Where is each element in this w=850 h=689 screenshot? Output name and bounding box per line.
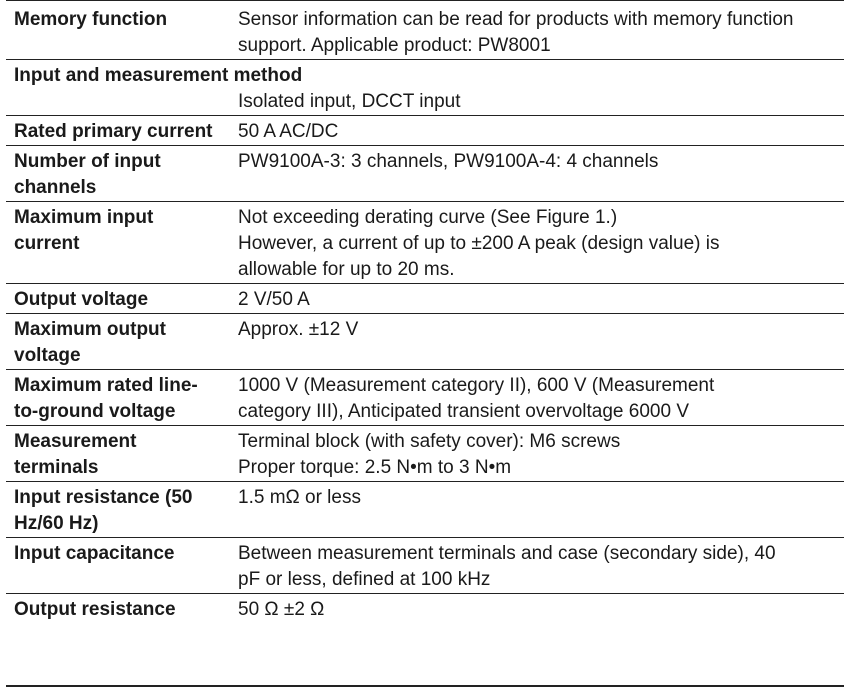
table-row bbox=[6, 89, 844, 116]
row-label: Output voltage bbox=[6, 284, 222, 314]
row-value: 1000 V (Measurement category II), 600 V (Measurement category III), Anticipated transient overvoltage 6000 V bbox=[222, 370, 844, 426]
row-label: Maximum output voltage bbox=[6, 314, 222, 370]
spec-table bbox=[6, 0, 844, 623]
row-label: Output resistance bbox=[6, 594, 222, 624]
table-row bbox=[6, 284, 844, 314]
row-label: Memory function bbox=[14, 9, 168, 30]
row-label: Maximum rated line-to-ground voltage bbox=[6, 370, 222, 426]
row-label: Number of input channels bbox=[6, 146, 222, 202]
row-value: 1.5 mΩ or less bbox=[222, 482, 844, 538]
table-row bbox=[6, 314, 844, 370]
row-value: Between measurement terminals and case (secondary side), 40 pF or less, defined at 100 kHz bbox=[222, 538, 844, 594]
row-label bbox=[6, 89, 222, 116]
row-value: PW9100A-3: 3 channels, PW9100A-4: 4 channels bbox=[222, 146, 844, 202]
table-row bbox=[6, 202, 844, 284]
section-title: Input and measurement method bbox=[6, 60, 844, 90]
table-row bbox=[6, 426, 844, 482]
table-row bbox=[6, 594, 844, 624]
row-value: 2 V/50 A bbox=[222, 284, 844, 314]
row-value: 50 A AC/DC bbox=[222, 116, 844, 146]
table-bottom-border bbox=[6, 685, 844, 687]
table-row bbox=[6, 482, 844, 538]
row-value: Sensor information can be read for products with memory function support. Applicable product: PW8001 bbox=[238, 9, 794, 56]
row-value: Approx. ±12 V bbox=[222, 314, 844, 370]
row-value: 50 Ω ±2 Ω bbox=[222, 594, 844, 624]
row-value: Isolated input, DCCT input bbox=[238, 91, 461, 112]
table-row bbox=[6, 116, 844, 146]
table-row bbox=[6, 538, 844, 594]
row-label: Input resistance (50 Hz/60 Hz) bbox=[6, 482, 222, 538]
row-label: Maximum input current bbox=[6, 202, 222, 284]
section-header-row bbox=[6, 60, 844, 90]
row-label: Rated primary current bbox=[6, 116, 222, 146]
row-label: Input capacitance bbox=[6, 538, 222, 594]
table-row bbox=[6, 370, 844, 426]
table-row bbox=[6, 146, 844, 202]
table-row bbox=[6, 0, 844, 60]
row-label: Measurement terminals bbox=[6, 426, 222, 482]
row-value: Not exceeding derating curve (See Figure 1.) However, a current of up to ±200 A peak (design value) is allowable for up to 20 ms. bbox=[222, 202, 844, 284]
row-value: Terminal block (with safety cover): M6 screws Proper torque: 2.5 N•m to 3 N•m bbox=[222, 426, 844, 482]
